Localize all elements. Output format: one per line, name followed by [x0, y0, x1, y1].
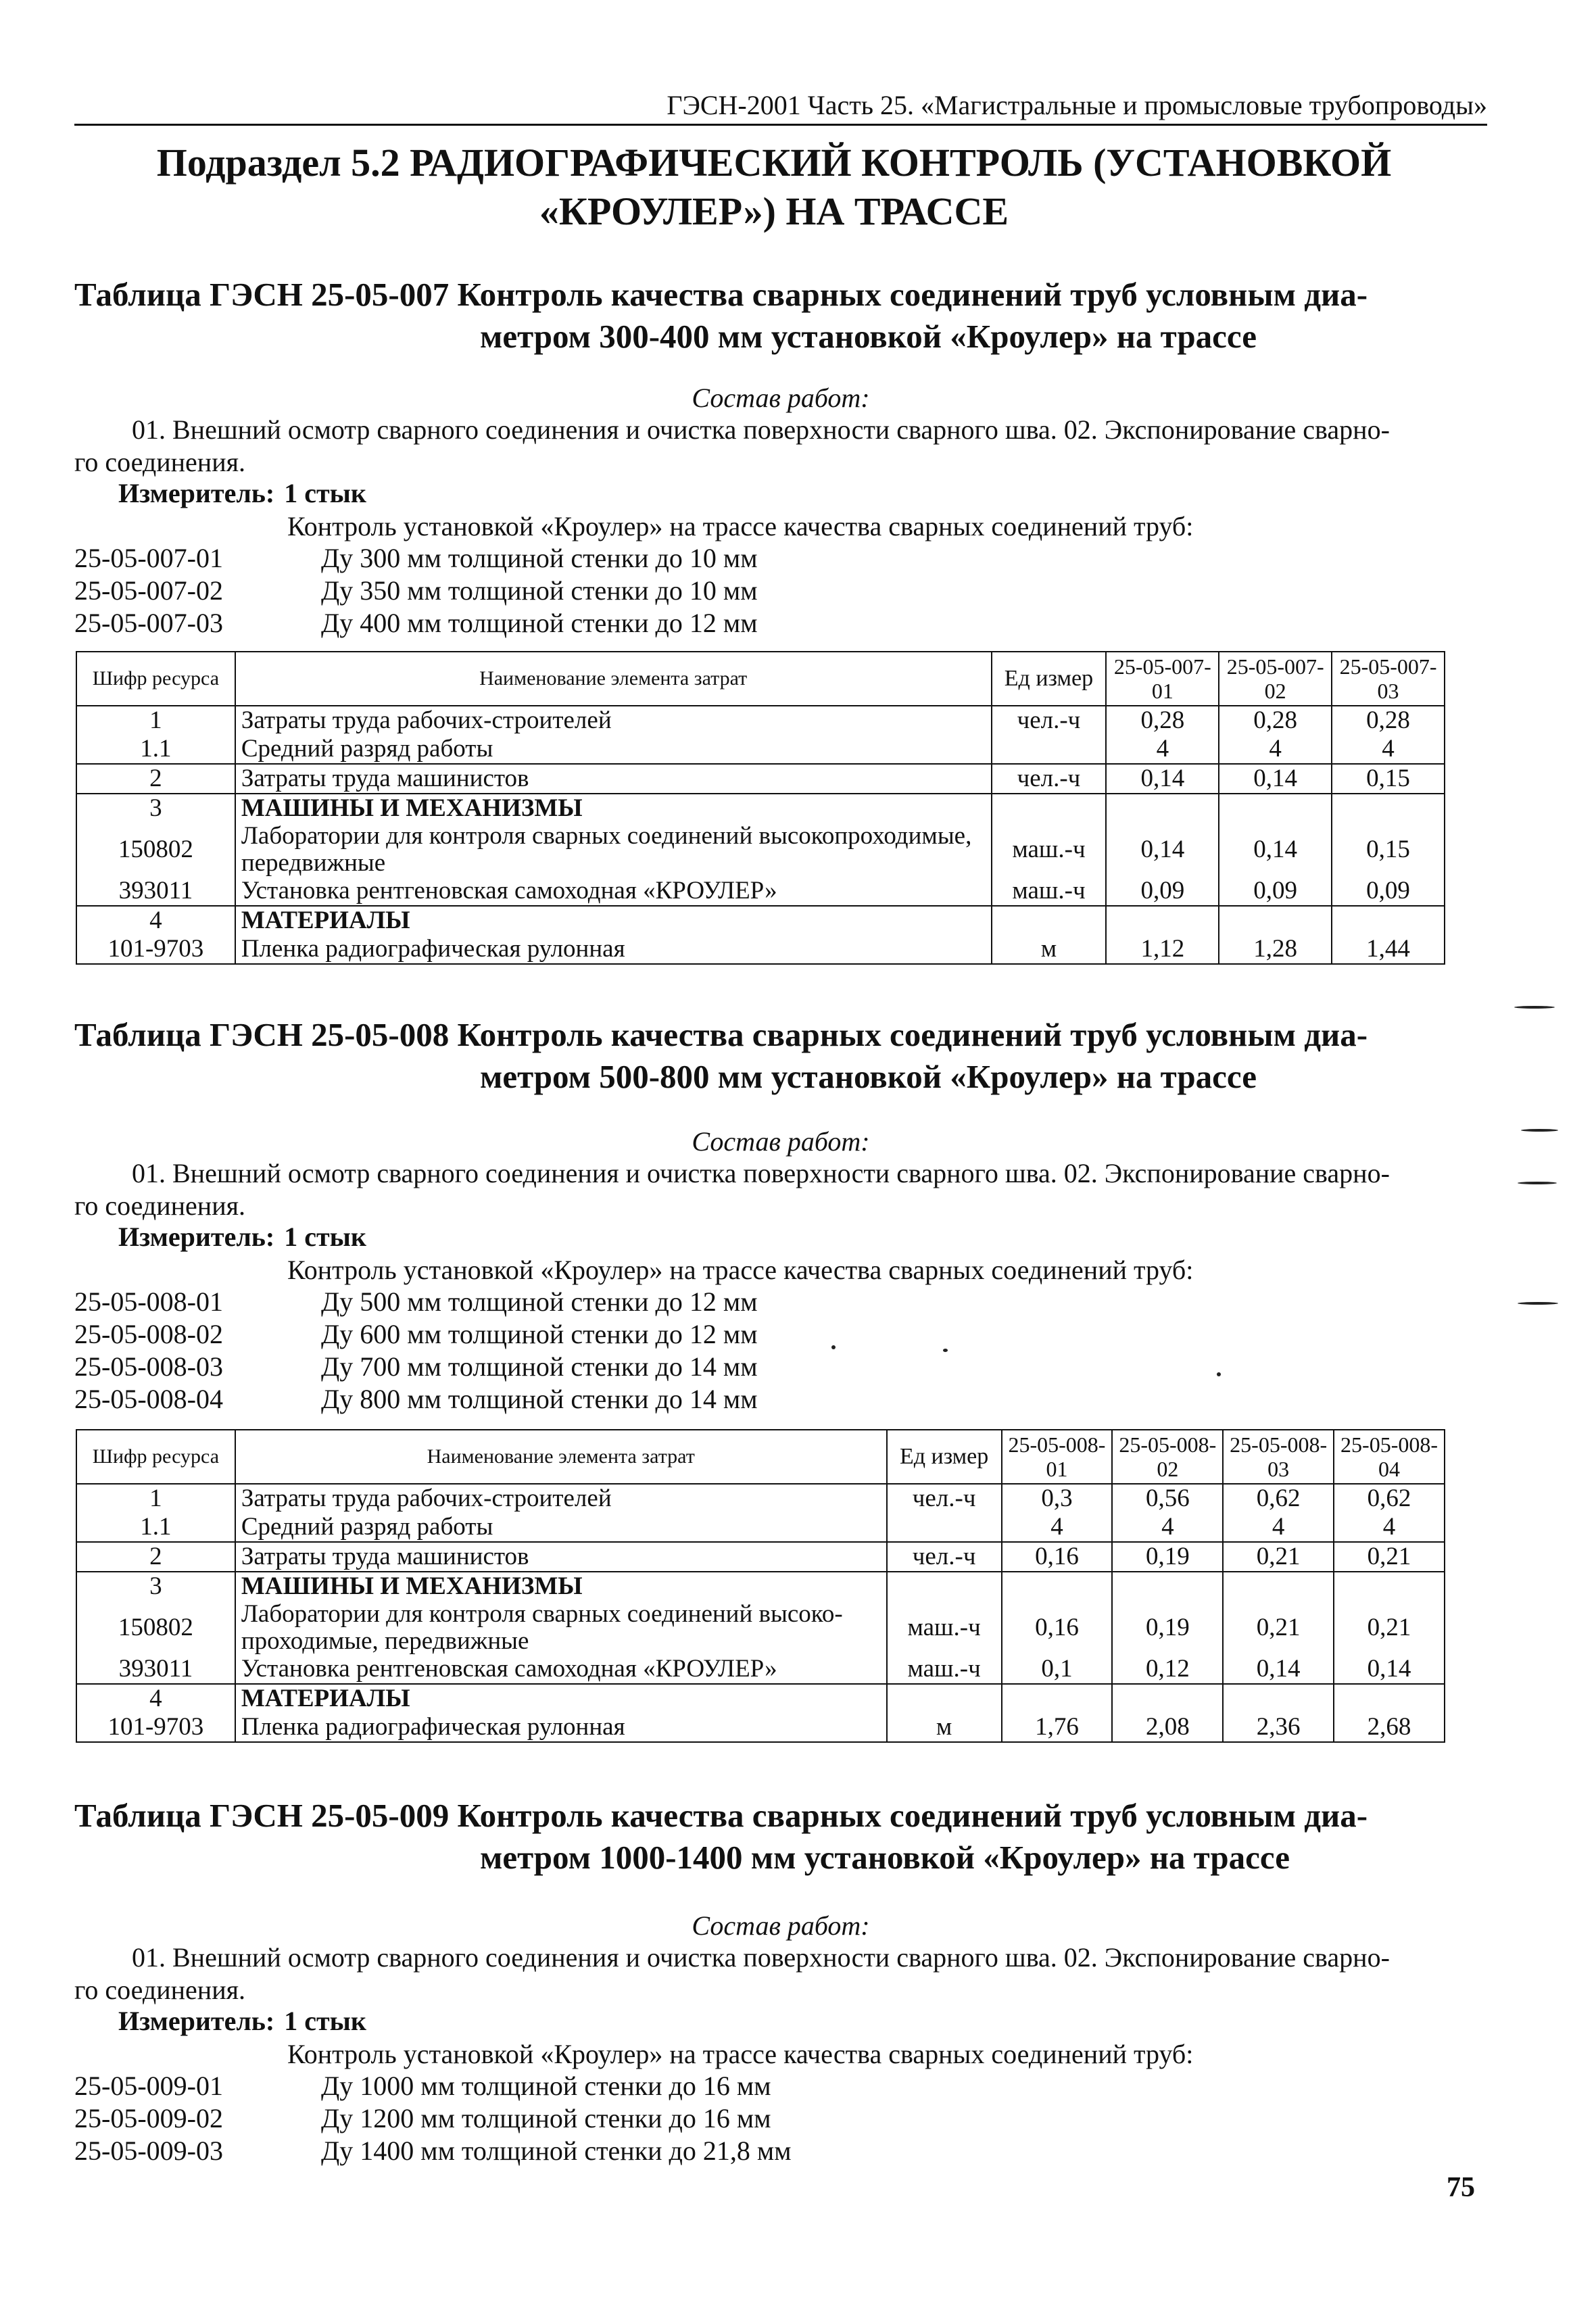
code-row: 25-05-007-03 Ду 400 мм толщиной стенки до 12 мм: [74, 608, 758, 638]
table-008-works: 01. Внешний осмотр сварного соединения и очистка поверхности сварного шва. 02. Экспонирование сварно- го соединения.: [74, 1158, 1390, 1221]
code-row: 25-05-007-02 Ду 350 мм толщиной стенки до 10 мм: [74, 575, 758, 606]
table-009-works-heading: Состав работ:: [692, 1910, 870, 1941]
table-row: 101-9703 Пленка радиографическая рулонная м 1,12 1,28 1,44: [76, 935, 1445, 964]
scan-artifact: [1217, 1372, 1221, 1376]
table-007-control-caption: Контроль установкой «Кроулер» на трассе качества сварных соединений труб:: [287, 511, 1194, 541]
table-row: 1 Затраты труда рабочих-строителей чел.-ч 0,3 0,56 0,62 0,62: [76, 1484, 1445, 1513]
table-008-measure: Измеритель: 1 стык: [118, 1222, 366, 1252]
table-009-measure: Измеритель: 1 стык: [118, 2006, 366, 2036]
table-row: 1.1 Средний разряд работы 4 4 4 4: [76, 1513, 1445, 1542]
code-row: 25-05-008-02 Ду 600 мм толщиной стенки до 12 мм: [74, 1319, 758, 1349]
table-row: 393011 Установка рентгеновская самоходная «КРОУЛЕР» маш.-ч 0,09 0,09 0,09: [76, 877, 1445, 906]
table-007-works: 01. Внешний осмотр сварного соединения и очистка поверхности сварного шва. 02. Экспонирование сварно- го соединения.: [74, 414, 1390, 477]
page-number: 75: [1447, 2172, 1475, 2203]
table-009-codes: [74, 2070, 792, 2167]
table-007-measure: Измеритель: 1 стык: [118, 478, 366, 508]
subsection-title: [149, 139, 1399, 236]
subsection-title-line2: «КРОУЛЕР») НА ТРАССЕ: [539, 189, 1009, 233]
table-008-works-heading: Состав работ:: [692, 1126, 870, 1157]
code-row: 25-05-009-03 Ду 1400 мм толщиной стенки до 21,8 мм: [74, 2136, 792, 2166]
table-009-works: 01. Внешний осмотр сварного соединения и очистка поверхности сварного шва. 02. Экспонирование сварно- го соединения.: [74, 1942, 1390, 2005]
table-row: 3 МАШИНЫ И МЕХАНИЗМЫ: [76, 1572, 1445, 1601]
table-007-works-heading: Состав работ:: [692, 383, 870, 413]
table-007-codes: [74, 542, 758, 640]
subsection-title-line1: Подраздел 5.2 РАДИОГРАФИЧЕСКИЙ КОНТРОЛЬ (УСТАНОВКОЙ: [156, 141, 1392, 185]
table-009-control-caption: Контроль установкой «Кроулер» на трассе качества сварных соединений труб:: [287, 2039, 1194, 2069]
table-007-resources: Шифр ресурса Наименование элемента затрат Ед измер 25-05-007-01 25-05-007-02 25-05-007-03 1 Затраты труда рабочих-строителей чел.-ч 0,28 0,28 0,28 1.1 Средний разряд работы 4 4 4 2 Затраты труда машинистов чел.-ч 0,14 0,14 0,15 3 МАШИНЫ И МЕХАНИЗМЫ 150802 Лаборатории для контроля сварных соединений высокопроходимые, передвижные маш.-ч 0,14 0,14 0,15 393011 Установка рентгеновская самоходная «КРОУЛЕР» маш.-ч 0,09 0,09 0,09 4 МАТЕРИАЛЫ 101-9703 Пленка радиографическая рулонная м 1,12 1,28 1,44: [76, 651, 1445, 965]
table-008-title: Таблица ГЭСН 25-05-008 Контроль качества сварных соединений труб условным диа- метром 500-800 мм установкой «Кроулер» на трассе: [74, 1016, 1368, 1095]
scan-artifact: [831, 1345, 836, 1349]
code-row: 25-05-009-02 Ду 1200 мм толщиной стенки до 16 мм: [74, 2103, 771, 2133]
table-row: 4 МАТЕРИАЛЫ: [76, 906, 1445, 935]
code-row: 25-05-007-01 Ду 300 мм толщиной стенки до 10 мм: [74, 543, 758, 573]
code-row: 25-05-008-04 Ду 800 мм толщиной стенки до 14 мм: [74, 1384, 758, 1414]
scan-artifact: [1514, 1006, 1555, 1009]
running-header: ГЭСН-2001 Часть 25. «Магистральные и промысловые трубопроводы»: [74, 89, 1487, 126]
table-007-title: Таблица ГЭСН 25-05-007 Контроль качества сварных соединений труб условным диа- метром 300-400 мм установкой «Кроулер» на трассе: [74, 276, 1368, 355]
table-008-resources: Шифр ресурса Наименование элемента затрат Ед измер 25-05-008-01 25-05-008-02 25-05-008-03 25-05-008-04 1 Затраты труда рабочих-строителей чел.-ч 0,3 0,56 0,62 0,62 1.1 Средний разряд работы 4 4 4 4 2 Затраты труда машинистов чел.-ч 0,16 0,19 0,21 0,21 3 МАШИНЫ И МЕХАНИЗМЫ 150802 Лаборатории для контроля сварных соединений высоко-проходимые, передвижные маш.-ч 0,16 0,19 0,21 0,21 393011 Установка рентгеновская самоходная «КРОУЛЕР» маш.-ч 0,1 0,12 0,14 0,14 4 МАТЕРИАЛЫ 101-9703 Пленка радиографическая рулонная м 1,76 2,08 2,36 2,68: [76, 1429, 1445, 1743]
code-row: 25-05-008-03 Ду 700 мм толщиной стенки до 14 мм: [74, 1351, 758, 1382]
table-row: 2 Затраты труда машинистов чел.-ч 0,16 0,19 0,21 0,21: [76, 1542, 1445, 1572]
table-row: 4 МАТЕРИАЛЫ: [76, 1684, 1445, 1713]
table-row: 3 МАШИНЫ И МЕХАНИЗМЫ: [76, 794, 1445, 823]
table-008-control-caption: Контроль установкой «Кроулер» на трассе качества сварных соединений труб:: [287, 1255, 1194, 1285]
scan-artifact: [943, 1349, 948, 1352]
table-row: 2 Затраты труда машинистов чел.-ч 0,14 0,14 0,15: [76, 764, 1445, 794]
table-008-codes: [74, 1286, 758, 1416]
scan-artifact: [1518, 1302, 1558, 1305]
table-row: 150802 Лаборатории для контроля сварных соединений высоко-проходимые, передвижные маш.-ч 0,16 0,19 0,21 0,21: [76, 1601, 1445, 1655]
table-row: 150802 Лаборатории для контроля сварных соединений высокопроходимые, передвижные маш.-ч 0,14 0,14 0,15: [76, 823, 1445, 877]
table-row: 1 Затраты труда рабочих-строителей чел.-ч 0,28 0,28 0,28: [76, 706, 1445, 735]
code-row: 25-05-009-01 Ду 1000 мм толщиной стенки до 16 мм: [74, 2071, 771, 2101]
table-row: 101-9703 Пленка радиографическая рулонная м 1,76 2,08 2,36 2,68: [76, 1713, 1445, 1742]
table-009-title: Таблица ГЭСН 25-05-009 Контроль качества сварных соединений труб условным диа- метром 1000-1400 мм установкой «Кроулер» на трассе: [74, 1797, 1368, 1876]
scan-artifact: [1518, 1182, 1557, 1184]
scan-artifact: [1521, 1129, 1558, 1132]
table-row: 1.1 Средний разряд работы 4 4 4: [76, 735, 1445, 764]
code-row: 25-05-008-01 Ду 500 мм толщиной стенки до 12 мм: [74, 1286, 758, 1317]
table-row: 393011 Установка рентгеновская самоходная «КРОУЛЕР» маш.-ч 0,1 0,12 0,14 0,14: [76, 1655, 1445, 1684]
